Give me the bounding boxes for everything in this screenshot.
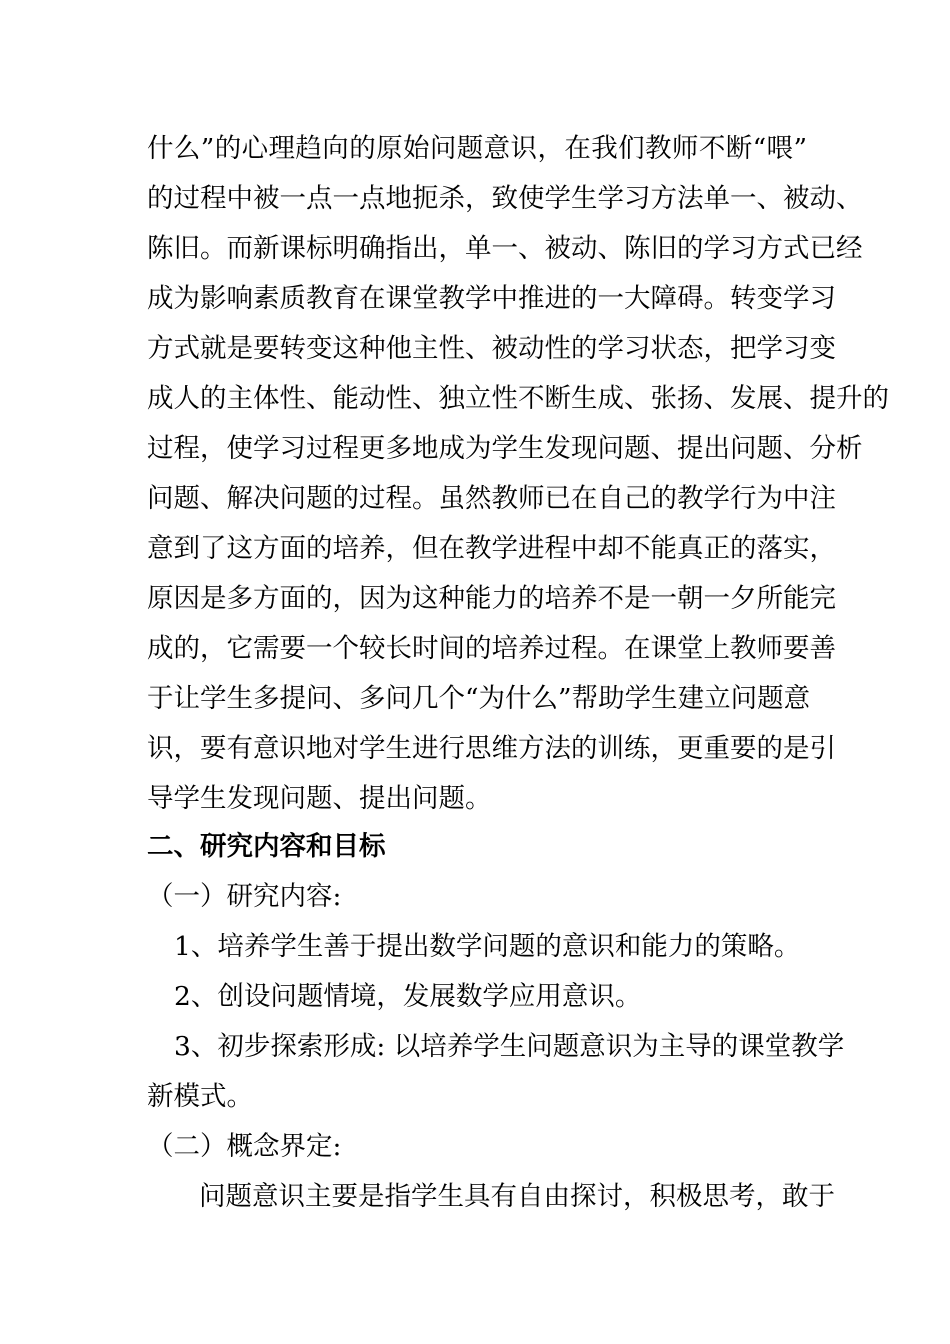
list-item: 2、创设问题情境，发展数学应用意识。: [174, 981, 642, 1012]
section-heading: 二、研究内容和目标: [147, 831, 386, 862]
paragraph-line: 成人的主体性、能动性、独立性不断生成、张扬、发展、提升的: [147, 383, 889, 414]
paragraph-line: 问题意识主要是指学生具有自由探讨，积极思考，敢于: [199, 1181, 835, 1212]
paragraph-line: 问题、解决问题的过程。虽然教师已在自己的教学行为中注: [147, 483, 836, 514]
paragraph-line: 过程，使学习过程更多地成为学生发现问题、提出问题、分析: [147, 433, 863, 464]
list-item: 1、培养学生善于提出数学问题的意识和能力的策略。: [174, 931, 801, 962]
paragraph-line: 识，要有意识地对学生进行思维方法的训练，更重要的是引: [147, 733, 836, 764]
paragraph-line: 什么”的心理趋向的原始问题意识，在我们教师不断“喂”: [147, 133, 807, 164]
paragraph-line: 成为影响素质教育在课堂教学中推进的一大障碍。转变学习: [147, 283, 836, 314]
subsection-title: （一）研究内容:: [147, 881, 342, 912]
paragraph-line: 原因是多方面的，因为这种能力的培养不是一朝一夕所能完: [147, 583, 836, 614]
list-item: 3、初步探索形成: 以培养学生问题意识为主导的课堂教学: [174, 1031, 845, 1062]
subsection-title: （二）概念界定:: [147, 1131, 342, 1162]
paragraph-line: 于让学生多提问、多问几个“为什么”帮助学生建立问题意: [147, 683, 811, 714]
list-item-continuation: 新模式。: [147, 1081, 253, 1112]
paragraph-line: 陈旧。而新课标明确指出，单一、被动、陈旧的学习方式已经: [147, 233, 863, 264]
paragraph-line: 导学生发现问题、提出问题。: [147, 783, 492, 814]
paragraph-line: 方式就是要转变这种他主性、被动性的学习状态，把学习变: [147, 333, 836, 364]
paragraph-line: 意到了这方面的培养，但在教学进程中却不能真正的落实，: [147, 533, 836, 564]
paragraph-line: 成的，它需要一个较长时间的培养过程。在课堂上教师要善: [147, 633, 836, 664]
paragraph-line: 的过程中被一点一点地扼杀，致使学生学习方法单一、被动、: [147, 183, 863, 214]
